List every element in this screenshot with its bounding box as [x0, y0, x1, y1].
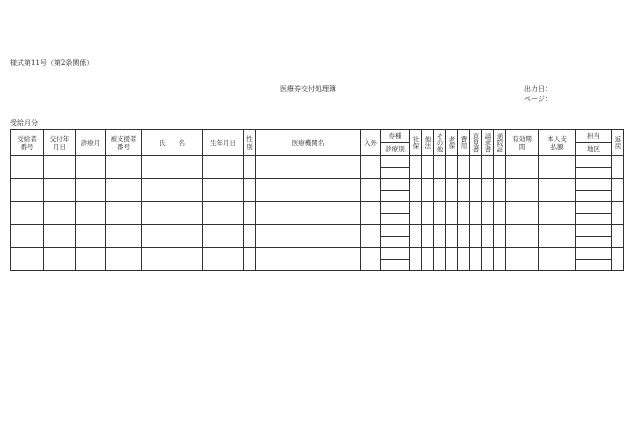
- split-cell: [381, 225, 409, 247]
- table-cell[interactable]: [106, 248, 142, 271]
- split-cell: [381, 202, 409, 224]
- col-ticket-type: 券種: [381, 130, 410, 143]
- col-in-out: 入外: [361, 130, 381, 156]
- table-cell[interactable]: [494, 202, 506, 225]
- table-cell[interactable]: [410, 202, 422, 225]
- table-cell[interactable]: [506, 248, 539, 271]
- table-cell[interactable]: [256, 179, 361, 202]
- table-cell[interactable]: [434, 248, 446, 271]
- table-cell[interactable]: [76, 156, 106, 179]
- table-cell[interactable]: [470, 179, 482, 202]
- col-institution: 医療機関名: [256, 130, 361, 156]
- table-cell[interactable]: [142, 156, 203, 179]
- table-cell[interactable]: [458, 248, 470, 271]
- table-cell[interactable]: [244, 248, 256, 271]
- table-cell[interactable]: [458, 156, 470, 179]
- table-row: [11, 156, 624, 179]
- table-cell[interactable]: [446, 225, 458, 248]
- table-cell[interactable]: [576, 202, 612, 225]
- table-cell[interactable]: [142, 225, 203, 248]
- page-title: 医療券交付処理簿: [280, 85, 336, 93]
- table-cell[interactable]: [106, 225, 142, 248]
- col-self-payment: 本人支払額: [539, 130, 576, 156]
- table-cell[interactable]: [470, 202, 482, 225]
- table-cell[interactable]: [244, 156, 256, 179]
- table-cell[interactable]: [458, 179, 470, 202]
- table-cell[interactable]: [44, 156, 76, 179]
- table-cell[interactable]: [44, 179, 76, 202]
- table-cell[interactable]: [470, 248, 482, 271]
- table-cell[interactable]: [576, 156, 612, 179]
- table-cell[interactable]: [11, 156, 44, 179]
- split-cell: [381, 248, 409, 270]
- table-cell[interactable]: [256, 156, 361, 179]
- table-cell[interactable]: [106, 156, 142, 179]
- split-cell: [381, 179, 409, 201]
- table-row: [11, 225, 624, 248]
- col-valid-period: 有効期間: [506, 130, 539, 156]
- col-supported-no: 被支援者番号: [106, 130, 142, 156]
- table-cell[interactable]: [470, 225, 482, 248]
- col-social-insurance: 社保: [410, 130, 422, 156]
- table-cell[interactable]: [361, 179, 381, 202]
- col-opinion-letter: 意見書: [470, 130, 482, 156]
- table-cell[interactable]: [506, 156, 539, 179]
- split-cell: [576, 179, 611, 201]
- table-cell[interactable]: [422, 225, 434, 248]
- table-cell[interactable]: [203, 156, 244, 179]
- table-cell[interactable]: [422, 156, 434, 179]
- table-cell[interactable]: [422, 179, 434, 202]
- table-cell[interactable]: [539, 225, 576, 248]
- table-cell[interactable]: [470, 156, 482, 179]
- table-cell[interactable]: [446, 156, 458, 179]
- table-cell[interactable]: [76, 202, 106, 225]
- split-cell: [576, 248, 611, 270]
- table-cell[interactable]: [361, 225, 381, 248]
- table-cell[interactable]: [410, 248, 422, 271]
- table-cell[interactable]: [506, 225, 539, 248]
- col-clinic-month: 診療月: [76, 130, 106, 156]
- benefit-month-label: 受給月分: [10, 119, 38, 127]
- table-cell[interactable]: [381, 179, 410, 202]
- col-cost: 費用: [458, 130, 470, 156]
- col-birth-date: 生年月日: [203, 130, 244, 156]
- col-hospital-cert: 通院証: [494, 130, 506, 156]
- table-cell[interactable]: [11, 225, 44, 248]
- table-cell[interactable]: [203, 225, 244, 248]
- table-cell[interactable]: [76, 225, 106, 248]
- page-number-label: ページ：: [524, 95, 552, 103]
- table-cell[interactable]: [244, 225, 256, 248]
- table-cell[interactable]: [203, 202, 244, 225]
- table-cell[interactable]: [11, 202, 44, 225]
- table-cell[interactable]: [458, 225, 470, 248]
- col-district: 地区: [576, 143, 612, 156]
- table-cell[interactable]: [142, 248, 203, 271]
- table-cell[interactable]: [142, 202, 203, 225]
- table-cell[interactable]: [539, 202, 576, 225]
- table-cell[interactable]: [203, 179, 244, 202]
- split-cell: [576, 202, 611, 224]
- table-cell[interactable]: [612, 179, 624, 202]
- table-cell[interactable]: [44, 248, 76, 271]
- col-claim-form: 請求書: [482, 130, 494, 156]
- table-cell[interactable]: [256, 202, 361, 225]
- col-issue-date: 交付年月日: [44, 130, 76, 156]
- table-cell[interactable]: [410, 156, 422, 179]
- table-cell[interactable]: [434, 156, 446, 179]
- table-cell[interactable]: [494, 248, 506, 271]
- form-number: 様式第11号（第2条関係）: [10, 59, 94, 67]
- table-cell[interactable]: [410, 225, 422, 248]
- table-cell[interactable]: [539, 179, 576, 202]
- output-date-label: 出力日：: [524, 85, 552, 93]
- table-cell[interactable]: [203, 248, 244, 271]
- table-cell[interactable]: [446, 248, 458, 271]
- table-cell[interactable]: [142, 179, 203, 202]
- table-cell[interactable]: [539, 248, 576, 271]
- table-cell[interactable]: [106, 202, 142, 225]
- table-cell[interactable]: [506, 179, 539, 202]
- table-cell[interactable]: [506, 202, 539, 225]
- table-cell[interactable]: [576, 225, 612, 248]
- col-clinic-type: 診療別: [381, 143, 410, 156]
- table-cell[interactable]: [576, 179, 612, 202]
- table-cell[interactable]: [381, 202, 410, 225]
- split-cell: [381, 156, 409, 178]
- col-name: 氏 名: [142, 130, 203, 156]
- table-cell[interactable]: [446, 179, 458, 202]
- table-cell[interactable]: [11, 179, 44, 202]
- table-cell[interactable]: [244, 179, 256, 202]
- split-cell: [576, 225, 611, 247]
- table-cell[interactable]: [410, 179, 422, 202]
- table-cell[interactable]: [361, 156, 381, 179]
- table-cell[interactable]: [434, 225, 446, 248]
- table-cell[interactable]: [482, 248, 494, 271]
- table-cell[interactable]: [576, 248, 612, 271]
- table-cell[interactable]: [256, 248, 361, 271]
- table-cell[interactable]: [381, 156, 410, 179]
- col-other: その他: [434, 130, 446, 156]
- table-row: [11, 179, 624, 202]
- table-cell[interactable]: [11, 248, 44, 271]
- table-cell[interactable]: [482, 202, 494, 225]
- col-return: 返戻: [612, 130, 624, 156]
- table-cell[interactable]: [381, 225, 410, 248]
- table-cell[interactable]: [76, 248, 106, 271]
- col-gender: 性別: [244, 130, 256, 156]
- table-cell[interactable]: [44, 225, 76, 248]
- split-cell: [576, 156, 611, 178]
- col-staff: 担当: [576, 130, 612, 143]
- ledger-body: [11, 156, 624, 271]
- table-cell[interactable]: [434, 202, 446, 225]
- table-cell[interactable]: [494, 156, 506, 179]
- table-cell[interactable]: [381, 248, 410, 271]
- table-cell[interactable]: [44, 202, 76, 225]
- table-cell[interactable]: [494, 179, 506, 202]
- header-row: [11, 130, 624, 143]
- table-cell[interactable]: [612, 248, 624, 271]
- table-cell[interactable]: [612, 156, 624, 179]
- table-cell[interactable]: [482, 179, 494, 202]
- table-cell[interactable]: [106, 179, 142, 202]
- table-cell[interactable]: [612, 225, 624, 248]
- table-row: [11, 202, 624, 225]
- table-cell[interactable]: [458, 202, 470, 225]
- table-cell[interactable]: [422, 202, 434, 225]
- table-cell[interactable]: [612, 202, 624, 225]
- table-cell[interactable]: [446, 202, 458, 225]
- col-other-law: 他法: [422, 130, 434, 156]
- table-cell[interactable]: [539, 156, 576, 179]
- table-cell[interactable]: [482, 156, 494, 179]
- table-cell[interactable]: [244, 202, 256, 225]
- table-cell[interactable]: [76, 179, 106, 202]
- table-cell[interactable]: [494, 225, 506, 248]
- ledger-table: [10, 129, 624, 271]
- table-cell[interactable]: [422, 248, 434, 271]
- table-cell[interactable]: [361, 202, 381, 225]
- table-cell[interactable]: [361, 248, 381, 271]
- table-row: [11, 248, 624, 271]
- col-recipient-no: 受給者番号: [11, 130, 44, 156]
- table-cell[interactable]: [256, 225, 361, 248]
- table-cell[interactable]: [434, 179, 446, 202]
- table-cell[interactable]: [482, 225, 494, 248]
- col-elderly: 老保: [446, 130, 458, 156]
